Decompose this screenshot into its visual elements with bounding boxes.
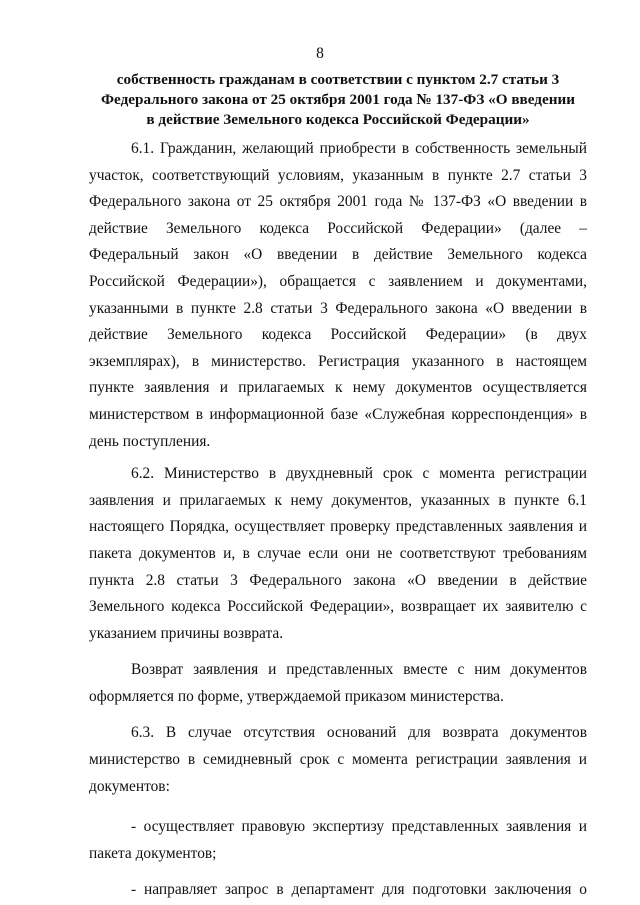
text-line: Российской Федерации»), обращается с заявлением и документами,: [89, 272, 587, 290]
text-line: участок, соответствующий условиям, указанным в пункте 2.7 статьи 3: [89, 166, 587, 184]
text-line: Федерального закона от 25 октября 2001 года № 137-ФЗ «О введении в: [89, 193, 587, 211]
text-line: пункта 2.8 статьи 3 Федерального закона «О введении в действие: [89, 571, 587, 589]
paragraph-6-3: [89, 720, 587, 800]
text-line: указанными в пункте 2.8 статьи 3 Федерального закона «О введении в: [89, 299, 587, 317]
text-line: Федеральный закон «О введении в действие Земельного кодекса: [89, 246, 587, 264]
section-heading: [92, 70, 584, 130]
text-line: документов:: [89, 777, 170, 795]
text-line: 6.2. Министерство в двухдневный срок с момента регистрации: [131, 465, 587, 483]
heading-line: в действие Земельного кодекса Российской Федерации»: [146, 111, 530, 128]
heading-line: Федерального закона от 25 октября 2001 года № 137-ФЗ «О введении: [101, 91, 575, 108]
text-line: - направляет запрос в департамент для подготовки заключения о: [131, 881, 587, 899]
text-line: - осуществляет правовую экспертизу представленных заявления и: [131, 818, 587, 836]
text-line: министерством в информационной базе «Служебная корреспонденция» в: [89, 405, 587, 423]
text-line: действие Земельного кодекса Российской Федерации» (в двух: [89, 326, 587, 344]
paragraph-return: [89, 657, 587, 710]
list-item-legal-review: [89, 814, 587, 867]
text-line: экземплярах), в министерство. Регистрация указанного в настоящем: [89, 352, 587, 370]
text-line: 6.1. Гражданин, желающий приобрести в собственность земельный: [131, 140, 587, 157]
text-line: настоящего Порядка, осуществляет проверку представленных заявления и: [89, 518, 587, 536]
text-line: действие Земельного кодекса Российской Федерации» (далее –: [89, 219, 587, 237]
document-body: [89, 136, 587, 904]
paragraph-6-2: [89, 461, 587, 647]
text-line: оформляется по форме, утверждаемой приказом министерства.: [89, 687, 504, 705]
text-line: министерство в семидневный срок с момента регистрации заявления и: [89, 751, 587, 769]
text-line: пакета документов;: [89, 844, 217, 862]
text-line: заявления и прилагаемых к нему документов, указанных в пункте 6.1: [89, 491, 587, 509]
heading-line: собственность гражданам в соответствии с пунктом 2.7 статьи 3: [116, 71, 560, 88]
list-item-request: [89, 877, 587, 904]
paragraph-6-1: [89, 136, 587, 455]
page-number: 8: [316, 45, 324, 62]
text-line: пункте заявления и прилагаемых к нему документов осуществляется: [89, 379, 587, 397]
text-line: указанием причины возврата.: [89, 624, 284, 642]
text-line: Возврат заявления и представленных вместе с ним документов: [131, 661, 587, 679]
text-line: день поступления.: [89, 432, 211, 450]
text-line: Земельного кодекса Российской Федерации», возвращает их заявителю с: [89, 598, 587, 616]
text-line: 6.3. В случае отсутствия оснований для возврата документов: [131, 724, 587, 742]
text-line: пакета документов и, в случае если они не соответствуют требованиям: [89, 544, 587, 562]
